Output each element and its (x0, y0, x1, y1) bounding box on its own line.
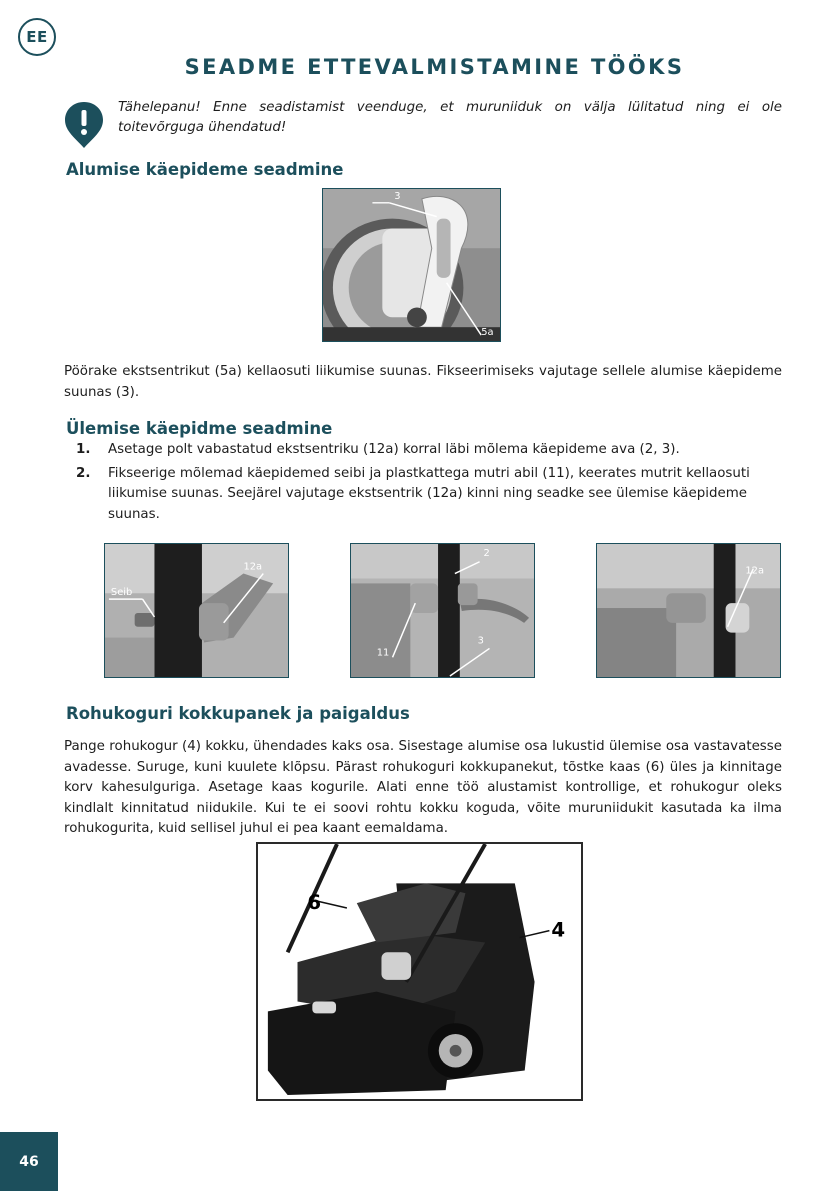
grass-catcher-text: Pange rohukogur (4) kokku, ühendades kaks osa. Sisestage alumise osa lukustid ülemise osa vastavatesse avadesse. Suruge, kuni kuulete klõpsu. Pärast rohukoguri kokkupanekut, tõstke kaas (6) üles ja kinnitage korv kahesulguriga. Asetage kaas kogurile. Alati enne töö alustamist kontrollige, et rohukogur oleks kindlalt kinnitatud niidukile. Kui te ei soovi rohtu kokku koguda, võite muruniidukit kasutada ka ilma rohukogurita, kuid sellisel juhul ei pea kaant eemaldama. (64, 739, 782, 836)
figure-grass-catcher (256, 842, 583, 1101)
figure-label: 5a (481, 327, 494, 339)
figure-label: 12a (243, 561, 263, 573)
section-heading-lower-handle: Alumise käepideme seadmine (66, 160, 344, 179)
figure-upper-handle-1 (104, 543, 289, 678)
page-number: 46 (0, 1132, 58, 1191)
figure-label: 2 (483, 547, 490, 559)
figure-label: 12a (745, 565, 765, 577)
page-title: SEADME ETTEVALMISTAMINE TÖÖKS (184, 55, 685, 79)
list-item: 2. Fikseerige mõlemad käepidemed seibi ja plastkattega mutri abil (11), keerates mutrit kellaosuti liikumise suunas. Seejärel vajutage ekstsentrik (12a) kinni ning seadke see ülemise käepideme suunas. (76, 465, 750, 522)
language-badge: EE (18, 18, 56, 56)
figure-label: 3 (477, 635, 484, 647)
list-item: 1. Asetage polt vabastatud ekstsentriku (12a) korral läbi mõlema käepideme ava (2, 3). (76, 442, 680, 457)
figure-upper-handle-3 (596, 543, 781, 678)
figure-label: Seib (110, 587, 133, 599)
figure-label: 11 (376, 647, 390, 659)
figure-lower-handle (322, 188, 501, 342)
figure-label: 6 (307, 891, 322, 914)
figure-upper-handle-2 (350, 543, 535, 678)
figure-label: 3 (394, 190, 401, 202)
lower-handle-text: Pöörake ekstsentrikut (5a) kellaosuti liikumise suunas. Fikseerimiseks vajutage sellele alumise käepideme suunas (3). (64, 364, 782, 400)
warning-icon (63, 100, 105, 150)
section-heading-upper-handle: Ülemise käepidme seadmine (66, 419, 333, 438)
warning-text: Tähelepanu! Enne seadistamist veenduge, et muruniiduk on välja lülitatud ning ei ole toitevõrguga ühendatud! (118, 100, 782, 135)
figure-label: 4 (551, 918, 566, 942)
section-heading-grass-catcher: Rohukoguri kokkupanek ja paigaldus (66, 704, 410, 723)
upper-handle-steps (76, 440, 782, 528)
